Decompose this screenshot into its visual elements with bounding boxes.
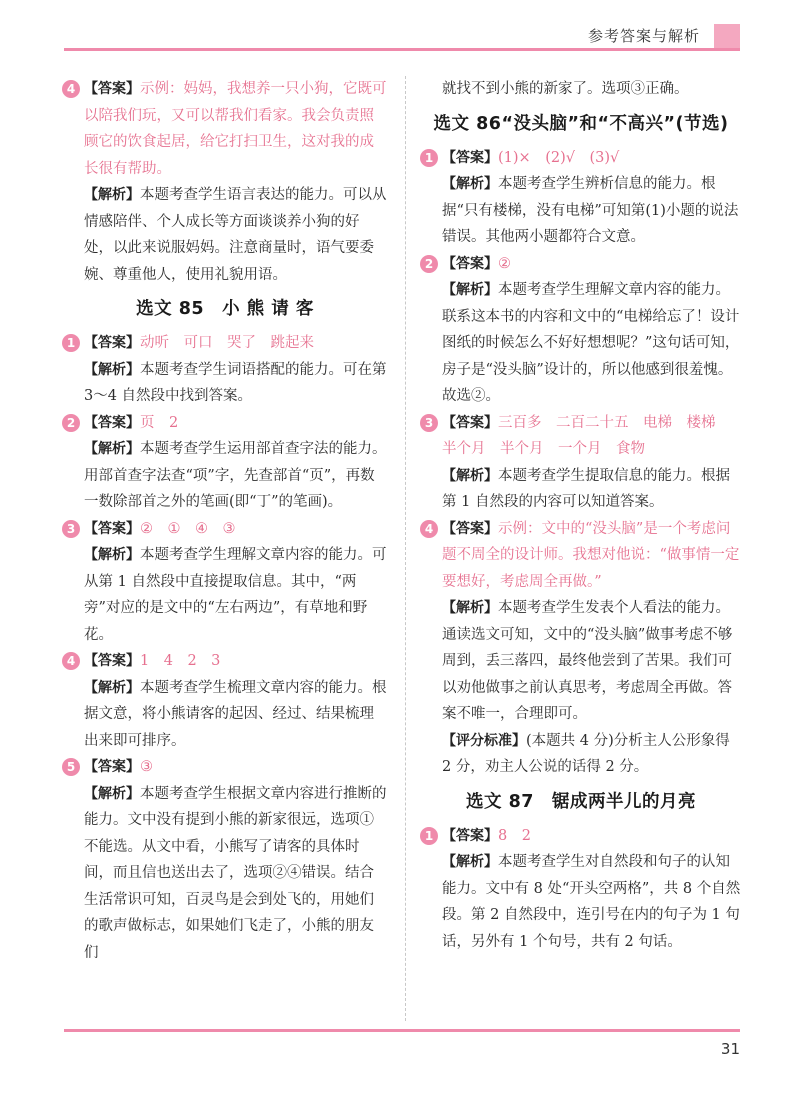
- s85-question-5: [62, 754, 388, 966]
- question-number: 3: [420, 414, 438, 432]
- score-text: (本题共 4 分)分析主人公形象得 2 分，劝主人公说的话得 2 分。: [442, 732, 730, 775]
- answer-tag: 【答案】: [84, 653, 140, 669]
- header-accent-block: [714, 24, 740, 50]
- answer-text: 三百多 二百二十五 电梯 楼梯 半个月 半个月 一个月 食物: [442, 414, 730, 457]
- question-number: 1: [420, 827, 438, 845]
- question-number: 2: [62, 414, 80, 432]
- answer-text: ②: [498, 255, 511, 272]
- answer-tag: 【答案】: [84, 759, 140, 775]
- analysis-text: 本题考查学生词语搭配的能力。可在第 3～4 自然段中找到答案。: [84, 361, 387, 404]
- answer-text: ② ① ④ ③: [140, 520, 236, 537]
- header-title: 参考答案与解析: [588, 27, 701, 45]
- column-divider: [405, 76, 406, 1021]
- question-number: 1: [62, 334, 80, 352]
- s86-question-3: [420, 410, 742, 516]
- analysis-tag: 【解析】: [442, 176, 498, 192]
- answer-text: (1)× (2)√ (3)√: [498, 149, 620, 166]
- answer-tag: 【答案】: [442, 414, 498, 431]
- answer-tag: 【答案】: [84, 81, 140, 97]
- s85-question-4: [62, 648, 388, 754]
- analysis-text: 本题考查学生语言表达的能力。可以从情感陪伴、个人成长等方面谈谈养小狗的好处，以此来说服妈妈。注意商量时，语气要委婉、尊重他人，使用礼貌用语。: [84, 187, 387, 283]
- question-number: 4: [62, 652, 80, 670]
- analysis-tag: 【解析】: [442, 600, 498, 616]
- page-number: 31: [720, 1040, 740, 1058]
- answer-text: ③: [140, 759, 153, 775]
- left-column: [62, 76, 388, 966]
- answer-tag: 【答案】: [84, 414, 140, 431]
- question-number: 4: [420, 520, 438, 538]
- question-number: 5: [62, 758, 80, 776]
- answer-text: 1 4 2 3: [140, 653, 221, 669]
- s85-question-2: [62, 410, 388, 516]
- analysis-tag: 【解析】: [442, 854, 498, 870]
- header-rule: [64, 48, 740, 51]
- analysis-tag: 【解析】: [84, 785, 140, 802]
- answer-tag: 【答案】: [442, 149, 498, 166]
- analysis-text: 本题考查学生对自然段和句子的认知能力。文中有 8 处“开头空两格”，共 8 个自然段。第 2 自然段中，连引号在内的句子为 1 句话，另外有 1 个句号，共有 2 句话。: [442, 854, 741, 950]
- right-column: [420, 76, 742, 955]
- answer-text: 示例：妈妈，我想养一只小狗，它既可以陪我们玩，又可以帮我们看家。我会负责照顾它的饮食起居，给它打扫卫生，这对我的成长很有帮助。: [84, 81, 387, 177]
- s86-question-1: [420, 145, 742, 251]
- s86-question-2: [420, 251, 742, 410]
- analysis-tag: 【解析】: [84, 547, 140, 563]
- footer-rule: [64, 1029, 740, 1032]
- analysis-tag: 【解析】: [84, 361, 140, 378]
- analysis-text: 本题考查学生梳理文章内容的能力。根据文意，将小熊请客的起因、经过、结果梳理出来即可排序。: [84, 679, 387, 749]
- s85-question-1: [62, 330, 388, 410]
- analysis-tag: 【解析】: [442, 282, 498, 298]
- section-86-title: 选文 86“没头脑”和“不高兴”(节选): [433, 113, 729, 134]
- s87-question-1: [420, 823, 742, 956]
- s86-question-4: [420, 516, 742, 781]
- answer-text: 8 2: [498, 827, 531, 844]
- score-tag: 【评分标准】: [442, 732, 526, 749]
- answer-text: 示例：文中的“没头脑”是一个考虑问题不周全的设计师。我想对他说：“做事情一定要想好，考虑周全再做。”: [442, 520, 740, 590]
- continuation-text: 就找不到小熊的新家了。选项③正确。: [442, 81, 689, 97]
- analysis-text: 本题考查学生发表个人看法的能力。通读选文可知，文中的“没头脑”做事考虑不够周到，丢三落四，最终他尝到了苦果。我们可以劝他做事之前认真思考，考虑周全再做。答案不唯一，合理即可。: [442, 600, 733, 722]
- analysis-tag: 【解析】: [84, 441, 140, 457]
- analysis-text: 本题考查学生辨析信息的能力。根据“只有楼梯，没有电梯”可知第(1)小题的说法错误。其他两小题都符合文意。: [442, 176, 739, 245]
- answer-tag: 【答案】: [442, 827, 498, 844]
- s85-question-3: [62, 516, 388, 649]
- answer-text: 动听 可口 哭了 跳起来: [140, 335, 314, 351]
- question-number: 2: [420, 255, 438, 273]
- section-85-title: 选文 85 小 熊 请 客: [136, 299, 314, 319]
- answer-tag: 【答案】: [84, 520, 140, 537]
- question-number: 3: [62, 520, 80, 538]
- analysis-text: 本题考查学生根据文章内容进行推断的能力。文中没有提到小熊的新家很远，选项①不能选。从文中看，小熊写了请客的具体时间，而且信也送出去了，选项②④错误。结合生活常识可知，百灵鸟是会到处飞的，用她们的歌声做标志，如果她们飞走了，小熊的朋友们: [84, 785, 387, 961]
- analysis-tag: 【解析】: [84, 187, 140, 203]
- answer-text: 页 2: [140, 414, 179, 431]
- analysis-text: 本题考查学生运用部首查字法的能力。用部首查字法查“项”字，先查部首“页”，再数一数除部首之外的笔画(即“丁”的笔画)。: [84, 441, 387, 510]
- analysis-text: 本题考查学生理解文章内容的能力。可从第 1 自然段中直接提取信息。其中，“两旁”对应的是文中的“左右两边”，有草地和野花。: [84, 547, 387, 643]
- analysis-text: 本题考查学生理解文章内容的能力。联系这本书的内容和文中的“电梯给忘了！设计图纸的时候怎么不好好想想呢？”这句话可知，房子是“没头脑”设计的，所以他感到很羞愧。故选②。: [442, 282, 740, 404]
- question-4-previous: [62, 76, 388, 288]
- analysis-tag: 【解析】: [84, 679, 140, 696]
- answer-tag: 【答案】: [442, 520, 498, 537]
- answer-tag: 【答案】: [84, 335, 140, 351]
- analysis-tag: 【解析】: [442, 467, 498, 484]
- section-87-title: 选文 87 锯成两半儿的月亮: [466, 791, 696, 812]
- answer-tag: 【答案】: [442, 255, 498, 272]
- question-number: 4: [62, 80, 80, 98]
- question-number: 1: [420, 149, 438, 167]
- analysis-text: 本题考查学生提取信息的能力。根据第 1 自然段的内容可以知道答案。: [442, 467, 730, 510]
